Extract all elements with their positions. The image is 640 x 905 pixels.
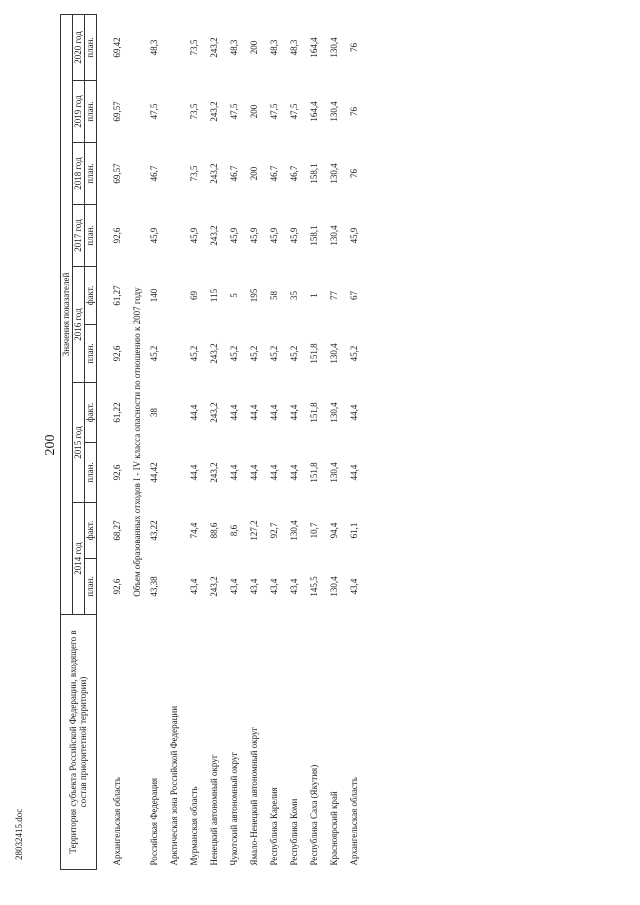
row-value: 45,2 <box>349 345 360 362</box>
row-value: 43,38 <box>149 576 160 597</box>
row-value: 151,8 <box>309 343 320 364</box>
row-value: 44,4 <box>229 404 240 421</box>
row-value: 44,4 <box>349 464 360 481</box>
row-territory-name: Республика Карелия <box>269 787 280 866</box>
row-value: 92,6 <box>112 345 123 362</box>
territory-header: Территория субъекта Российской Федерации, входящего в состав приоритетной территории) <box>61 615 97 870</box>
table-row <box>245 14 265 869</box>
row-value: 58 <box>269 291 280 300</box>
table-row <box>265 14 285 869</box>
row-value: 158,1 <box>309 225 320 246</box>
year-2014-header: 2014 год <box>73 503 85 615</box>
row-value: 43,4 <box>289 578 300 595</box>
row-value: 92,6 <box>112 578 123 595</box>
row-value: 1 <box>309 293 320 298</box>
row-value: 73,5 <box>189 103 200 120</box>
row-territory-name: Чукотский автономный округ <box>229 752 240 866</box>
row-value: 48,3 <box>269 39 280 56</box>
fact-header: факт. <box>85 503 97 559</box>
row-value: 243,2 <box>209 225 220 246</box>
section-note-row <box>131 14 145 869</box>
row-territory-name: Мурманская область <box>189 786 200 866</box>
row-value: 44,4 <box>289 404 300 421</box>
plan-header: план. <box>85 143 97 205</box>
row-value <box>165 325 185 383</box>
row-value: 44,4 <box>349 404 360 421</box>
row-value: 92,6 <box>112 464 123 481</box>
row-value: 145,5 <box>309 576 320 597</box>
row-territory-name: Архангельская область <box>349 777 360 866</box>
row-territory-name: Красноярский край <box>329 791 340 866</box>
table-row <box>305 14 325 869</box>
row-value: 74,4 <box>189 522 200 539</box>
year-2020-header: 2020 год <box>73 14 85 80</box>
plan-header: план. <box>85 14 97 80</box>
table-row <box>185 14 205 869</box>
rotated-table-container <box>60 15 622 870</box>
row-value: 44,4 <box>249 404 260 421</box>
year-2016-header: 2016 год <box>73 267 85 383</box>
fact-header: факт. <box>85 267 97 325</box>
indicators-header: Значения показателей <box>61 14 73 614</box>
row-value: 35 <box>289 291 300 300</box>
row-value: 115 <box>209 288 220 303</box>
row-value: 76 <box>349 43 360 52</box>
row-value: 67 <box>349 291 360 300</box>
row-value: 45,9 <box>189 227 200 244</box>
row-value: 45,9 <box>149 227 160 244</box>
row-value: 140 <box>149 288 160 303</box>
row-territory-name: Республика Саха (Якутия) <box>309 764 320 866</box>
row-value: 73,5 <box>189 165 200 182</box>
row-value: 127,2 <box>249 520 260 541</box>
table-row <box>105 14 131 869</box>
row-value: 130,4 <box>329 576 340 597</box>
row-value: 45,2 <box>189 345 200 362</box>
row-value <box>165 81 185 143</box>
row-value: 69,42 <box>112 37 123 58</box>
plan-header: план. <box>85 443 97 503</box>
row-value <box>165 503 185 559</box>
row-value: 45,2 <box>149 345 160 362</box>
table-row <box>225 14 245 869</box>
plan-header: план. <box>85 325 97 383</box>
row-value: 46,7 <box>149 165 160 182</box>
row-value: 43,4 <box>349 578 360 595</box>
row-value: 44,4 <box>269 404 280 421</box>
row-value: 76 <box>349 107 360 116</box>
row-value: 158,1 <box>309 163 320 184</box>
indicators-table <box>60 14 365 870</box>
row-value: 46,7 <box>289 165 300 182</box>
row-value: 130,4 <box>329 462 340 483</box>
table-row <box>145 14 165 869</box>
row-value: 73,5 <box>189 39 200 56</box>
row-value: 45,9 <box>269 227 280 244</box>
plan-header: план. <box>85 559 97 615</box>
row-value: 44,4 <box>189 404 200 421</box>
table-body <box>97 14 366 869</box>
row-value: 200 <box>249 104 260 119</box>
table-row <box>345 14 365 869</box>
table-row <box>285 14 305 869</box>
row-value: 88,6 <box>209 522 220 539</box>
row-value: 195 <box>249 288 260 303</box>
footer-document-code: 28032415.doc <box>14 808 24 860</box>
row-value: 8,6 <box>229 524 240 537</box>
row-territory-name: Республика Коми <box>289 798 300 866</box>
row-value: 38 <box>149 408 160 417</box>
row-value: 243,2 <box>209 37 220 58</box>
row-value: 47,5 <box>149 103 160 120</box>
row-value: 243,2 <box>209 402 220 423</box>
row-value: 43,22 <box>149 520 160 541</box>
row-value: 69 <box>189 291 200 300</box>
row-value: 68,27 <box>112 520 123 541</box>
row-value: 130,4 <box>329 343 340 364</box>
row-value: 45,9 <box>289 227 300 244</box>
row-value: 92,7 <box>269 522 280 539</box>
row-territory-name: Ненецкий автономный округ <box>209 754 220 866</box>
row-value: 48,3 <box>289 39 300 56</box>
row-value: 69,57 <box>112 101 123 122</box>
row-value: 243,2 <box>209 101 220 122</box>
row-territory-name: Российская Федерация <box>149 777 160 866</box>
row-value: 130,4 <box>329 37 340 58</box>
row-value: 243,2 <box>209 576 220 597</box>
row-territory-name: Ямало-Ненецкий автономный округ <box>249 726 260 866</box>
row-value: 130,4 <box>329 402 340 423</box>
row-value: 61,27 <box>112 285 123 306</box>
row-value <box>165 267 185 325</box>
row-value: 47,5 <box>229 103 240 120</box>
row-value: 243,2 <box>209 462 220 483</box>
row-value: 61,1 <box>349 522 360 539</box>
row-value: 130,4 <box>329 225 340 246</box>
row-value: 43,4 <box>249 578 260 595</box>
row-value: 130,4 <box>329 163 340 184</box>
row-value: 243,2 <box>209 163 220 184</box>
row-value <box>165 143 185 205</box>
row-value: 44,4 <box>249 464 260 481</box>
row-value: 69,57 <box>112 163 123 184</box>
page-number: 200 <box>43 434 58 456</box>
row-value: 151,8 <box>309 402 320 423</box>
row-value: 92,6 <box>112 227 123 244</box>
section-note: Объем образованных отходов I - IV класса опасности по отношению к 2007 году <box>132 287 143 597</box>
table-row <box>205 14 225 869</box>
table-row <box>165 14 185 869</box>
year-2015-header: 2015 год <box>73 383 85 503</box>
row-value: 44,42 <box>149 462 160 483</box>
row-value: 200 <box>249 166 260 181</box>
row-value: 130,4 <box>329 101 340 122</box>
row-value: 46,7 <box>269 165 280 182</box>
row-value: 45,9 <box>229 227 240 244</box>
row-value: 46,7 <box>229 165 240 182</box>
row-value: 151,8 <box>309 462 320 483</box>
row-value: 45,9 <box>249 227 260 244</box>
row-value: 45,9 <box>349 227 360 244</box>
row-value <box>165 14 185 80</box>
row-value: 10,7 <box>309 522 320 539</box>
row-value: 44,4 <box>289 464 300 481</box>
plan-header: план. <box>85 81 97 143</box>
row-value: 43,4 <box>189 578 200 595</box>
row-value: 44,4 <box>229 464 240 481</box>
row-value: 94,4 <box>329 522 340 539</box>
table-header <box>61 14 97 869</box>
row-value: 164,4 <box>309 101 320 122</box>
year-2019-header: 2019 год <box>73 81 85 143</box>
row-value <box>165 559 185 615</box>
row-value: 130,4 <box>289 520 300 541</box>
row-territory-name: Арктическая зона Российской Федерации <box>169 705 180 866</box>
row-value <box>165 443 185 503</box>
row-value: 48,3 <box>229 39 240 56</box>
row-value <box>165 383 185 443</box>
row-value: 77 <box>329 291 340 300</box>
row-value: 45,2 <box>289 345 300 362</box>
year-2018-header: 2018 год <box>73 143 85 205</box>
row-value: 45,2 <box>229 345 240 362</box>
row-value: 48,3 <box>149 39 160 56</box>
row-value <box>165 205 185 267</box>
row-value: 44,4 <box>189 464 200 481</box>
fact-header: факт. <box>85 383 97 443</box>
row-value: 200 <box>249 40 260 55</box>
row-value: 243,2 <box>209 343 220 364</box>
row-value: 61,22 <box>112 402 123 423</box>
row-value: 43,4 <box>269 578 280 595</box>
row-value: 45,2 <box>249 345 260 362</box>
table-row <box>325 14 345 869</box>
row-value: 5 <box>229 293 240 298</box>
row-value: 47,5 <box>289 103 300 120</box>
plan-header: план. <box>85 205 97 267</box>
row-value: 47,5 <box>269 103 280 120</box>
row-value: 45,2 <box>269 345 280 362</box>
row-value: 164,4 <box>309 37 320 58</box>
row-value: 44,4 <box>269 464 280 481</box>
row-territory-name: Архангельская область <box>112 777 123 866</box>
row-value: 76 <box>349 169 360 178</box>
row-value: 43,4 <box>229 578 240 595</box>
year-2017-header: 2017 год <box>73 205 85 267</box>
